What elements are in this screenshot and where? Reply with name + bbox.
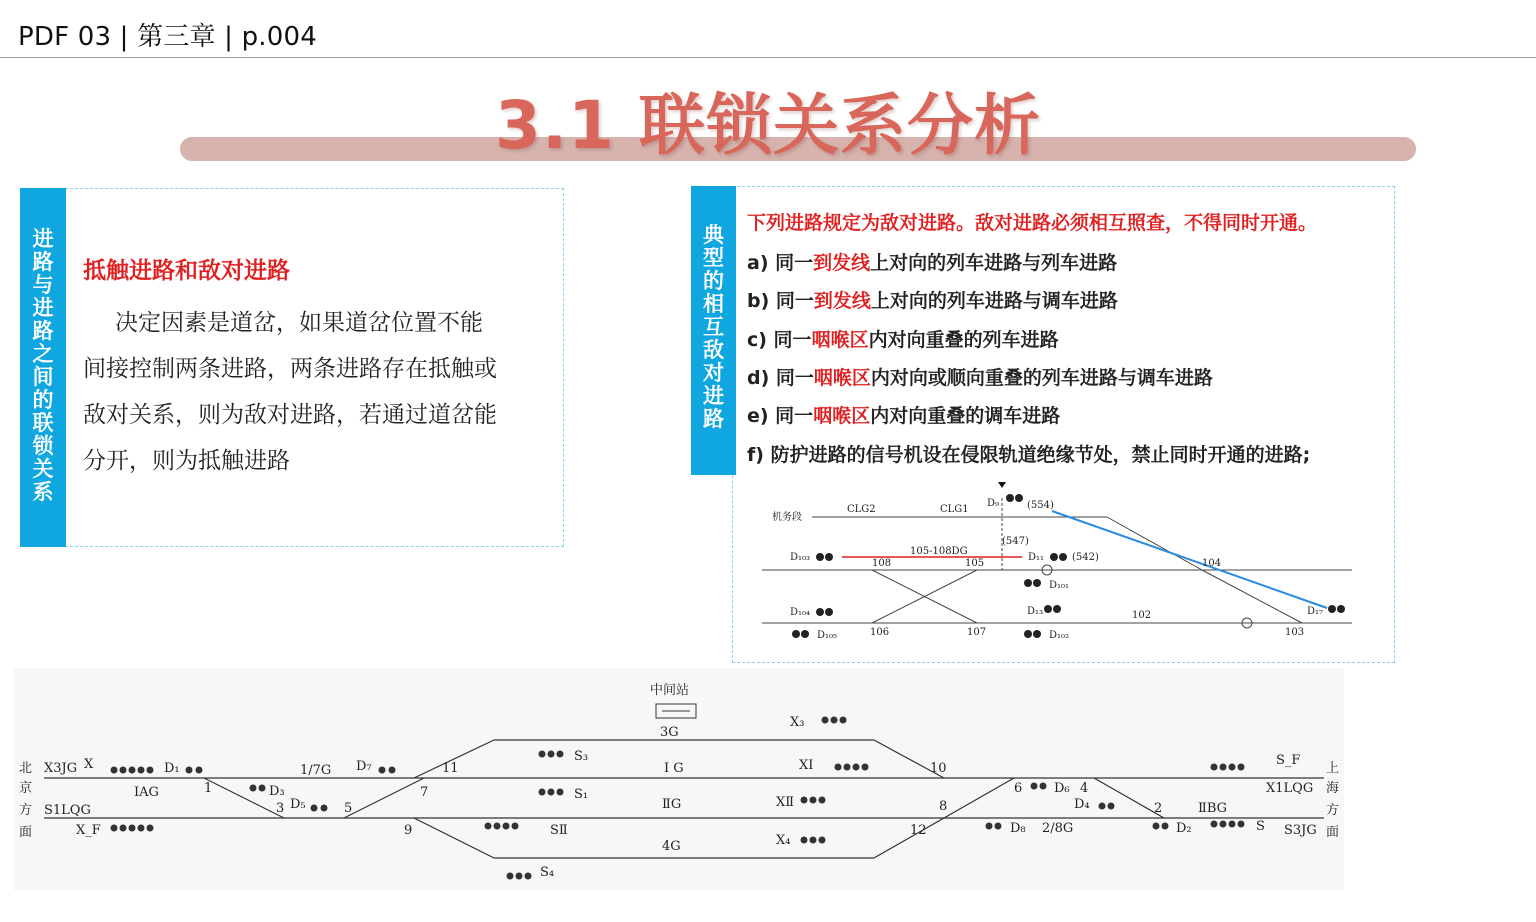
track-label: 方 <box>19 803 33 818</box>
track-label: X1LQG <box>1266 781 1314 796</box>
diagram-label: CLG1 <box>940 504 969 515</box>
diagram-label: CLG2 <box>847 504 876 515</box>
track-label: D₈ <box>1010 821 1026 836</box>
tab-char: 之 <box>32 342 54 366</box>
rule-item-b: b) 同一到发线上对向的列车进路与调车进路 <box>747 290 1118 312</box>
diagram-label: 105 <box>965 558 985 569</box>
tab-char: 相 <box>703 292 724 316</box>
track-label: 2 <box>1154 801 1163 816</box>
tab-char: 与 <box>32 273 54 297</box>
track-label: S₁ <box>574 787 589 802</box>
track-label: D₄ <box>1074 797 1090 812</box>
tab-char: 间 <box>32 365 54 389</box>
track-label: 上 <box>1326 761 1340 776</box>
track-label: S3JG <box>1284 823 1317 838</box>
left-body-text <box>83 300 553 484</box>
track-label: 8 <box>939 799 948 814</box>
track-label: X₃ <box>790 715 805 730</box>
tab-char: 的 <box>703 269 724 293</box>
track-label: 面 <box>1326 825 1340 840</box>
track-label: 海 <box>1326 781 1340 796</box>
track-label: X <box>84 757 94 772</box>
track-label: 7 <box>420 785 429 800</box>
track-label: S₃ <box>574 749 589 764</box>
rule-item-d: d) 同一咽喉区内对向或顺向重叠的列车进路与调车进路 <box>747 367 1213 389</box>
track-label: X₄ <box>776 833 791 848</box>
track-label: 中间站 <box>650 683 690 698</box>
track-label: 3 <box>276 801 285 816</box>
tab-char: 进 <box>32 296 54 320</box>
diagram-label: D₁₃ <box>1027 606 1044 617</box>
diagram-label: (554) <box>1027 500 1054 511</box>
track-label: SⅡ <box>550 823 568 838</box>
page-header-title: PDF 03 | 第三章 | p.004 <box>18 22 317 52</box>
diagram-label: 107 <box>967 627 987 638</box>
tab-char: 的 <box>32 388 54 412</box>
diagram-label: 103 <box>1285 627 1305 638</box>
tab-char: 关 <box>32 457 54 481</box>
body-line: 决定因素是道岔，如果道岔位置不能 <box>115 310 483 336</box>
tab-char: 路 <box>32 250 54 274</box>
diagram-label: D₁₁ <box>1028 552 1045 563</box>
tab-char: 进 <box>703 384 724 408</box>
slide-title: 3.1 联锁关系分析 <box>495 87 1041 164</box>
track-label: S_F <box>1276 753 1301 768</box>
rule-item-f: f) 防护进路的信号机设在侵限轨道绝缘节处，禁止同时开通的进路; <box>747 444 1311 466</box>
track-label: 京 <box>19 781 33 796</box>
left-vertical-tab <box>20 188 66 547</box>
body-line: 敌对关系，则为敌对进路，若通过道岔能 <box>83 402 497 428</box>
diagram-label: D₁₀₃ <box>790 552 811 563</box>
track-label: X_F <box>76 823 101 838</box>
track-label: D₅ <box>290 797 306 812</box>
body-line: 间接控制两条进路，两条进路存在抵触或 <box>83 356 497 382</box>
diagram-label: 106 <box>870 627 890 638</box>
track-label: 6 <box>1014 781 1023 796</box>
track-label: 10 <box>930 761 947 776</box>
diagram-label: D₁₇ <box>1307 606 1324 617</box>
tab-char: 敌 <box>703 338 724 362</box>
tab-char: 锁 <box>32 434 54 458</box>
diagram-label: 机务段 <box>772 512 802 523</box>
right-vertical-tab <box>691 186 736 475</box>
track-label: 1 <box>204 781 213 796</box>
diagram-label: D₉ <box>987 498 1000 509</box>
diagram-label: D₁₀₄ <box>790 607 811 618</box>
tab-char: 路 <box>703 407 724 431</box>
tab-char: 型 <box>703 246 724 270</box>
tab-char: 路 <box>32 319 54 343</box>
page-header <box>0 0 1536 58</box>
rule-item-c: c) 同一咽喉区内对向重叠的列车进路 <box>747 329 1059 351</box>
track-label: D₂ <box>1176 821 1192 836</box>
right-heading: 下列进路规定为敌对进路。敌对进路必须相互照查，不得同时开通。 <box>747 212 1318 234</box>
diagram-label: 105-108DG <box>910 546 968 557</box>
tab-char: 典 <box>703 223 724 247</box>
track-label: XⅠ <box>799 758 814 773</box>
tab-char: 互 <box>703 315 724 339</box>
track-label: D₁ <box>164 761 180 776</box>
track-label: 12 <box>910 823 927 838</box>
diagram-label: D₁₀₂ <box>1049 630 1070 641</box>
track-label: 北 <box>19 761 33 776</box>
intermediate-station-track-diagram <box>14 668 1344 890</box>
track-label: XⅡ <box>776 795 795 810</box>
diagram-label: D₁₀₅ <box>817 630 838 641</box>
rule-item-a: a) 同一到发线上对向的列车进路与列车进路 <box>747 252 1118 274</box>
diagram-label: (542) <box>1072 552 1099 563</box>
diagram-label: 108 <box>872 558 892 569</box>
track-label: D₇ <box>356 759 372 774</box>
track-label: 9 <box>404 823 413 838</box>
track-label: ⅡG <box>662 797 682 812</box>
diagram-label: 102 <box>1132 610 1152 621</box>
track-label: 1/7G <box>300 763 332 778</box>
tab-char: 进 <box>32 227 54 251</box>
track-label: 3G <box>660 725 679 740</box>
track-label: 2/8G <box>1042 821 1074 836</box>
left-heading: 抵触进路和敌对进路 <box>83 258 290 284</box>
body-line: 分开，则为抵触进路 <box>83 448 290 474</box>
diagram-label: D₁₀₁ <box>1049 580 1070 591</box>
tab-char: 系 <box>32 480 54 504</box>
track-label: S1LQG <box>44 803 91 818</box>
track-label: S <box>1256 819 1265 834</box>
rule-item-e: e) 同一咽喉区内对向重叠的调车进路 <box>747 405 1061 427</box>
track-label: IAG <box>134 785 159 800</box>
track-label: X3JG <box>44 761 78 776</box>
station-track-diagram-small <box>762 478 1362 653</box>
track-label: D₃ <box>269 784 285 799</box>
diagram-label: (547) <box>1002 536 1029 547</box>
track-label: 4G <box>662 839 681 854</box>
track-label: 4 <box>1080 781 1089 796</box>
track-label: ⅡBG <box>1198 801 1228 816</box>
track-label: 面 <box>19 825 33 840</box>
track-label: 11 <box>442 761 459 776</box>
track-label: I G <box>664 761 684 776</box>
track-label: 5 <box>344 801 353 816</box>
track-label: D₆ <box>1054 781 1070 796</box>
tab-char: 对 <box>703 361 724 385</box>
track-label: 方 <box>1326 803 1340 818</box>
diagram-label: 104 <box>1202 558 1222 569</box>
track-label: S₄ <box>540 865 555 880</box>
tab-char: 联 <box>32 411 54 435</box>
